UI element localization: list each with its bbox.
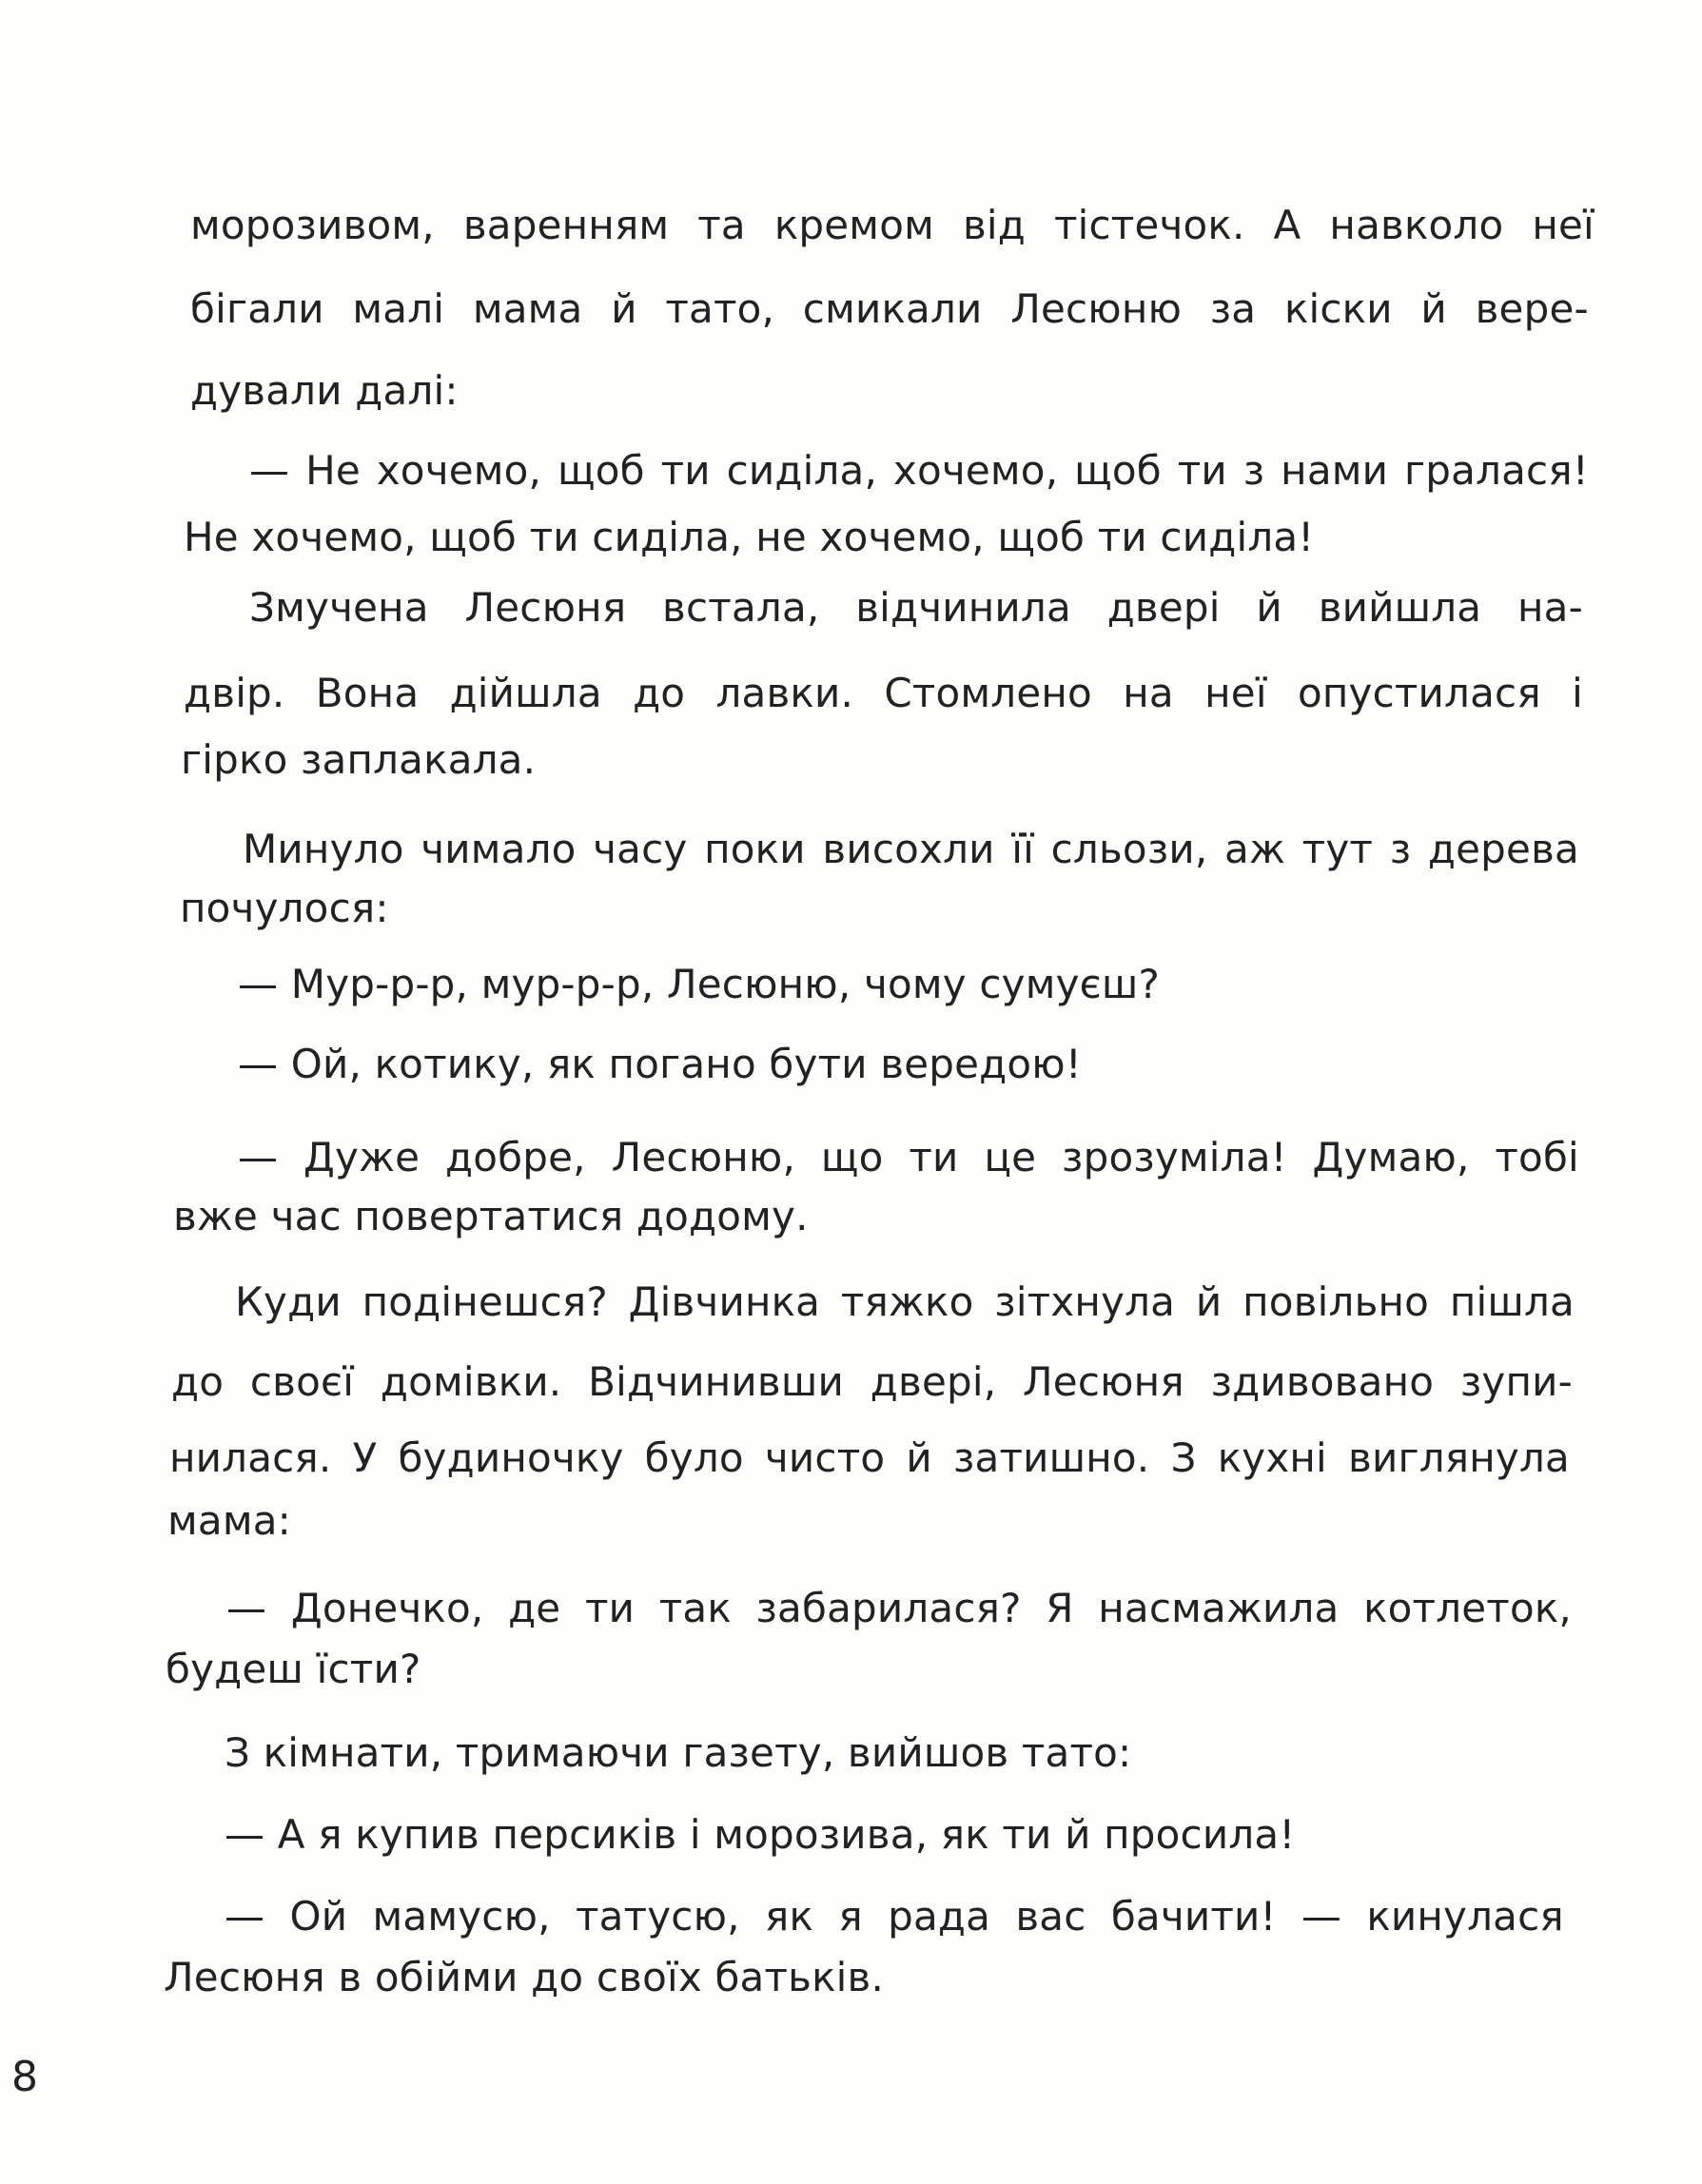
text-line: дували далі:: [190, 367, 459, 414]
text-line: — Мур-р-р, мур-р-р, Лесюню, чому сумуєш?: [238, 961, 1161, 1007]
text-line: гірко заплакала.: [181, 736, 537, 783]
text-line: вже час повертатися додому.: [173, 1193, 809, 1239]
text-line: нилася. У будиночку було чисто й затишно. З кухні виглянула: [169, 1434, 1570, 1481]
text-line: Куди подінешся? Дівчинка тяжко зітхнула й повільно пішла: [235, 1278, 1575, 1325]
text-line: — Донечко, де ти так забарилася? Я насмажила котлеток,: [226, 1585, 1572, 1631]
text-line: Змучена Лесюня встала, відчинила двері й вийшла на-: [249, 584, 1583, 631]
text-line: — Не хочемо, щоб ти сиділа, хочемо, щоб ти з нами гралася!: [249, 447, 1589, 494]
text-line: З кімнати, тримаючи газету, вийшов тато:: [225, 1729, 1132, 1776]
text-line: — Дуже добре, Лесюню, що ти це зрозуміла! Думаю, тобі: [238, 1134, 1579, 1180]
text-line: двір. Вона дійшла до лавки. Стомлено на неї опустилася і: [184, 670, 1583, 716]
text-line: — Ой, котику, як погано бути вередою!: [238, 1041, 1082, 1087]
page-number: 8: [11, 2053, 38, 2101]
text-line: бігали малі мама й тато, смикали Лесюню за кіски й вере-: [190, 285, 1589, 332]
text-line: мама:: [167, 1497, 291, 1544]
text-line: будеш їсти?: [166, 1646, 421, 1692]
text-line: морозивом, варенням та кремом від тістечок. А навколо неї: [190, 202, 1594, 248]
text-line: до своєї домівки. Відчинивши двері, Лесюня здивовано зупи-: [171, 1358, 1573, 1405]
text-line: — Ой мамусю, татусю, як я рада вас бачити! — кинулася: [225, 1893, 1564, 1940]
text-line: — А я купив персиків і морозива, як ти й просила!: [225, 1811, 1296, 1858]
text-line: Минуло чимало часу поки висохли її сльози, аж тут з дерева: [243, 826, 1579, 872]
text-line: Лесюня в обійми до своїх батьків.: [164, 1954, 885, 2000]
text-line: почулося:: [180, 885, 389, 931]
text-line: Не хочемо, щоб ти сиділа, не хочемо, щоб ти сиділа!: [184, 514, 1315, 560]
